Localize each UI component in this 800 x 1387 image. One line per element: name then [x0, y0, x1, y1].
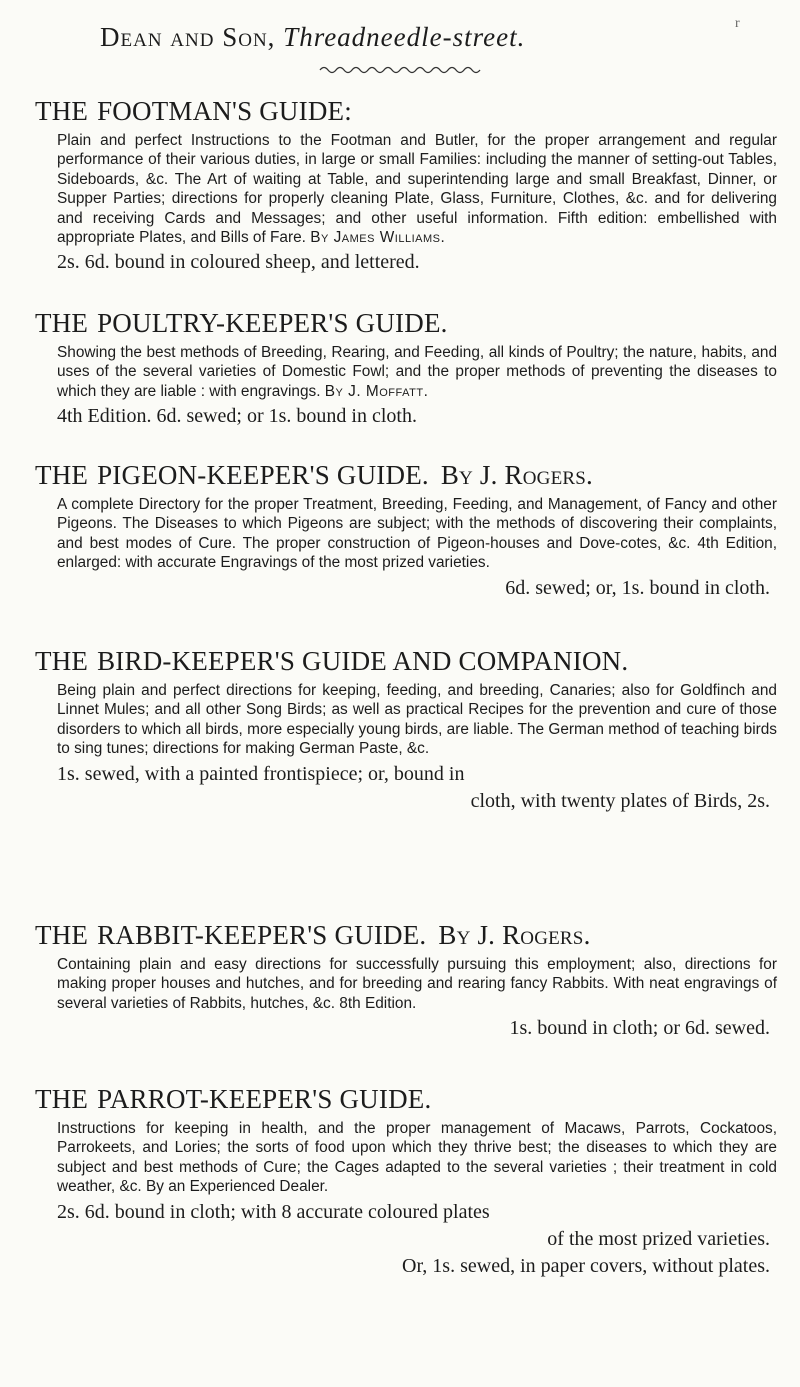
entry-price: 2s. 6d. bound in coloured sheep, and lettered.: [57, 251, 420, 274]
entry-price: 6d. sewed; or, 1s. bound in cloth.: [505, 576, 770, 599]
entry-title: BIRD-KEEPER'S GUIDE AND COMPANION.: [97, 646, 629, 676]
wavy-rule-ornament: [318, 64, 484, 76]
entry-price: 4th Edition. 6d. sewed; or 1s. bound in cloth.: [57, 405, 417, 428]
corner-mark: r: [735, 16, 740, 31]
entry-poultry-keepers-guide: [35, 308, 780, 429]
entry-bird-keepers-guide: [35, 646, 780, 814]
running-head: [100, 22, 700, 62]
entry-prefix: THE: [35, 96, 89, 126]
entry-prefix: THE: [35, 1084, 89, 1114]
entry-heading: [35, 460, 780, 490]
entry-parrot-keepers-guide: [35, 1084, 780, 1279]
entry-description: Showing the best methods of Breeding, Rearing, and Feeding, all kinds of Poultry; the nature, habits, and uses of the several varieties of Domestic Fowl; and the proper methods of preventing the diseases to which they are liable : with engravings. By J. Moffatt.: [57, 344, 777, 400]
entry-editor: By J. Moffatt.: [324, 382, 429, 400]
entry-author: By J. Rogers.: [438, 920, 591, 950]
entry-heading: [35, 1084, 780, 1114]
entry-description: Containing plain and easy directions for successfully pursuing this employment; also, directions for making proper houses and hutches, and for breeding and rearing fancy Rabbits. With neat engravings of several varieties of Rabbits, hutches, &c. 8th Edition.: [57, 956, 777, 1012]
entry-description: A complete Directory for the proper Treatment, Breeding, Feeding, and Management, of Fancy and other Pigeons. The Diseases to which Pigeons are subject; with the methods of discovering their complaints, and best modes of Cure. The proper construction of Pigeon-houses and Dove-cotes, &c. 4th Edition, enlarged: with accurate Engravings of the most prized varieties.: [57, 496, 777, 572]
entry-prefix: THE: [35, 646, 89, 676]
entry-description: Being plain and perfect directions for keeping, feeding, and breeding, Canaries; also for Goldfinch and Linnet Mules; and all other Song Birds; as well as practical Recipes for the prevention and cure of those disorders to which all birds, more especially young birds, are liable. The German method of teaching birds to sing tunes; directions for making German Paste, &c.: [57, 682, 777, 758]
entry-price-line-2: cloth, with twenty plates of Birds, 2s.: [470, 789, 770, 812]
entry-title: RABBIT-KEEPER'S GUIDE.: [97, 920, 427, 950]
entry-description: Plain and perfect Instructions to the Footman and Butler, for the proper arrangement and regular performance of their various duties, in large or small Families: including the manner of setting-out Tables, Sideboards, &c. The Art of waiting at Table, and superintending large and small Breakfast, Dinner, or Supper Parties; directions for properly cleaning Plate, Glass, Furniture, Clothes, &c. and for delivering and receiving Cards and Messages; and other useful information. Fifth edition: embellished with appropriate Plates, and Bills of Fare. By James Williams.: [57, 132, 777, 247]
entry-heading: [35, 920, 780, 950]
entry-price-line-3: Or, 1s. sewed, in paper covers, without plates.: [402, 1254, 770, 1277]
entry-heading: [35, 646, 780, 676]
entry-heading: [35, 308, 780, 338]
entry-editor: By James Williams.: [310, 229, 446, 247]
entry-title: PIGEON-KEEPER'S GUIDE.: [97, 460, 429, 490]
entry-rabbit-keepers-guide: [35, 920, 780, 1041]
entry-price-line-1: 2s. 6d. bound in cloth; with 8 accurate coloured plates: [57, 1200, 490, 1223]
publisher-name: Dean and Son,: [100, 22, 276, 52]
entry-heading: [35, 96, 780, 126]
entry-prefix: THE: [35, 308, 89, 338]
entry-title: PARROT-KEEPER'S GUIDE.: [97, 1084, 432, 1114]
entry-price: 1s. bound in cloth; or 6d. sewed.: [509, 1017, 770, 1040]
entry-prefix: THE: [35, 460, 89, 490]
entry-price-line-2: of the most prized varieties.: [547, 1227, 770, 1250]
entry-prefix: THE: [35, 920, 89, 950]
entry-price-line-1: 1s. sewed, with a painted frontispiece; or, bound in: [57, 762, 465, 785]
entry-title: FOOTMAN'S GUIDE:: [97, 96, 352, 126]
entry-title: POULTRY-KEEPER'S GUIDE.: [97, 308, 448, 338]
entry-author: By J. Rogers.: [440, 460, 593, 490]
entry-pigeon-keepers-guide: [35, 460, 780, 601]
street-name: Threadneedle-street.: [283, 22, 526, 52]
entry-description: Instructions for keeping in health, and the proper management of Macaws, Parrots, Cockatoos, Parrokeets, and Lories; the sorts of food upon which they thrive best; the diseases to which they are subject and best methods of Cure; the Cages adapted to the several varieties ; their treatment in cold weather, &c. By an Experienced Dealer.: [57, 1120, 777, 1196]
entry-footmans-guide: [35, 96, 780, 275]
